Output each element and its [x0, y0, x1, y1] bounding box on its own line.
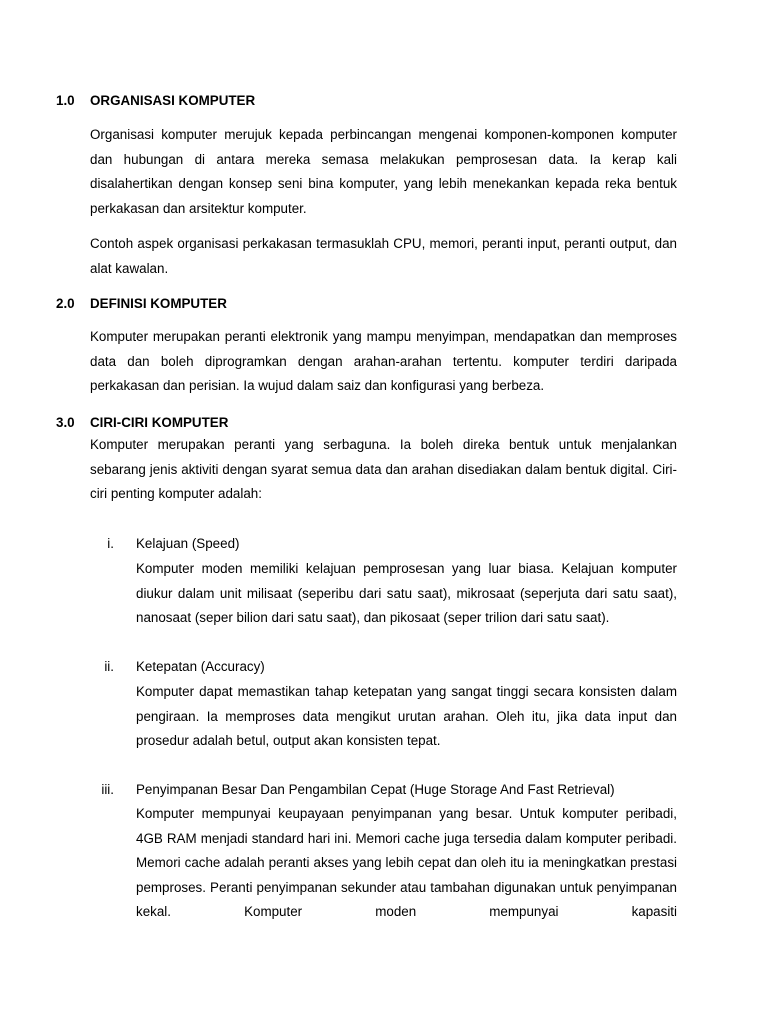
section-heading-definisi: [56, 296, 227, 312]
list-item-title: Kelajuan (Speed): [136, 536, 240, 551]
paragraph: Organisasi komputer merujuk kepada perbincangan mengenai komponen-komponen komputer dan hubungan di antara mereka semasa melakukan pemprosesan data. Ia kerap kali disalahertikan dengan konsep seni bina komputer, yang lebih menekankan kepada reka bentuk perkakasan dan arsitektur komputer.: [90, 127, 677, 216]
section-number: 1.0: [56, 93, 75, 108]
section-title: ORGANISASI KOMPUTER: [90, 93, 256, 108]
paragraph: Contoh aspek organisasi perkakasan termasuklah CPU, memori, peranti input, peranti output, dan alat kawalan.: [90, 236, 677, 276]
paragraph: Komputer merupakan peranti elektronik yang mampu menyimpan, mendapatkan dan memproses data dan boleh diprogramkan dengan arahan-arahan tertentu. komputer terdiri daripada perkakasan dan perisian. Ia wujud dalam saiz dan konfigurasi yang berbeza.: [90, 329, 677, 394]
list-item-title: Ketepatan (Accuracy): [136, 659, 265, 674]
section-heading-organisasi: [56, 93, 255, 109]
section-number: 3.0: [56, 415, 75, 430]
section-title: DEFINISI KOMPUTER: [90, 296, 227, 311]
list-item-body: Komputer mempunyai keupayaan penyimpanan yang besar. Untuk komputer peribadi, 4GB RAM menjadi standard hari ini. Memori cache juga tersedia dalam komputer peribadi. Memori cache adalah peranti akses yang lebih cepat dan oleh itu ia meningkatkan prestasi pemproses. Peranti penyimpanan sekunder atau tambahan digunakan untuk penyimpanan kekal. Komputer moden mempunyai kapasiti: [136, 806, 677, 920]
list-item-title: Penyimpanan Besar Dan Pengambilan Cepat (Huge Storage And Fast Retrieval): [136, 782, 615, 797]
list-item-body: Komputer moden memiliki kelajuan pemprosesan yang luar biasa. Kelajuan komputer diukur dalam unit milisaat (seperibu dari satu saat), mikrosaat (seperjuta dari satu saat), nanosaat (seper bilion dari satu saat), dan pikosaat (seper trilion dari satu saat).: [136, 561, 677, 626]
section-number: 2.0: [56, 296, 75, 311]
list-marker: i.: [107, 536, 114, 551]
list-marker: iii.: [101, 782, 114, 797]
list-item-body: Komputer dapat memastikan tahap ketepatan yang sangat tinggi secara konsisten dalam pengiraan. Ia memproses data mengikut urutan arahan. Oleh itu, jika data input dan prosedur adalah betul, output akan konsisten tepat.: [136, 684, 677, 749]
list-marker: ii.: [104, 659, 114, 674]
paragraph: Komputer merupakan peranti yang serbaguna. Ia boleh direka bentuk untuk menjalankan sebarang jenis aktiviti dengan syarat semua data dan arahan disediakan dalam bentuk digital. Ciri-ciri penting komputer adalah:: [90, 437, 677, 502]
section-title: CIRI-CIRI KOMPUTER: [90, 415, 229, 430]
section-heading-ciri-ciri: [56, 415, 228, 431]
